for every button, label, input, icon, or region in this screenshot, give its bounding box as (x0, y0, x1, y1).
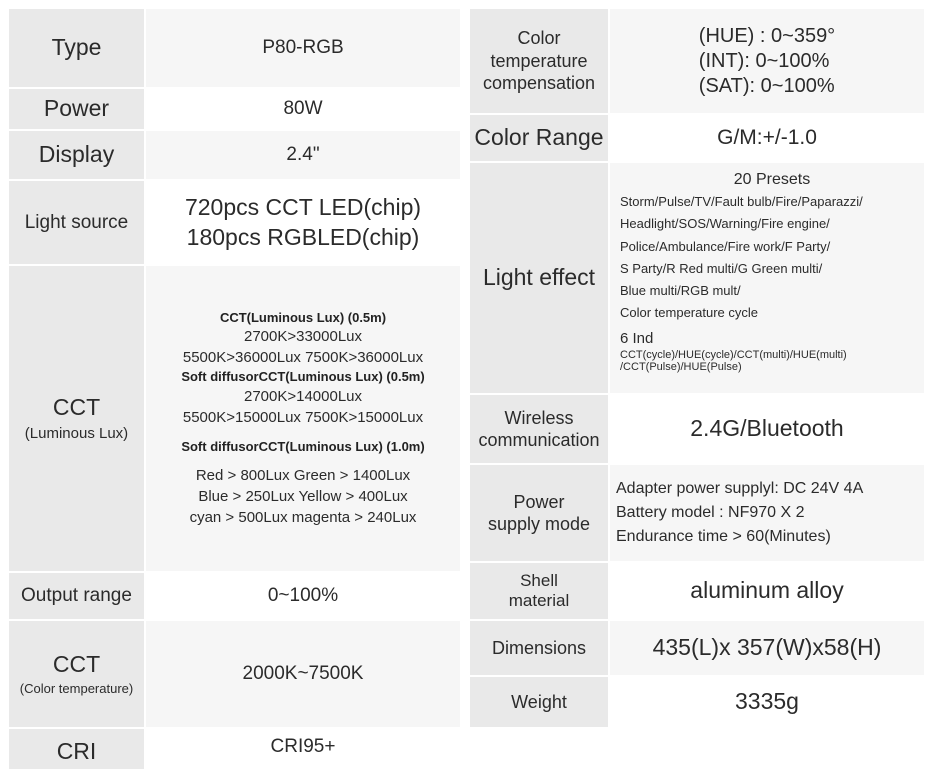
label-output-range: Output range (9, 573, 146, 619)
row-color-comp (470, 9, 924, 115)
row-color-range (470, 115, 924, 163)
shell-label-line: material (508, 591, 570, 610)
cct-temp-label-main: CCT (52, 651, 101, 678)
label-type: Type (9, 9, 146, 87)
label-wireless (470, 395, 610, 463)
row-dimensions (470, 621, 924, 677)
light-source-line: 180pcs RGBLED(chip) (186, 223, 420, 250)
row-display (9, 131, 460, 181)
cct-line: Red > 800Lux Green > 1400Lux (195, 467, 411, 485)
int-line: (INT): 0~100% (698, 49, 830, 72)
cct-heading: Soft diffusorCCT(Luminous Lux) (1.0m) (181, 438, 425, 454)
power-supply-label-line: supply mode (487, 514, 591, 534)
value-weight: 3335g (610, 677, 924, 727)
cct-label-sub: (Luminous Lux) (24, 424, 129, 442)
row-shell (470, 563, 924, 621)
row-cri (9, 729, 460, 771)
power-supply-line: Battery model : NF970 X 2 (616, 504, 805, 521)
power-supply-line: Endurance time > 60(Minutes) (616, 528, 831, 545)
row-output-range (9, 573, 460, 621)
row-weight (470, 677, 924, 729)
light-source-line: 720pcs CCT LED(chip) (184, 193, 422, 220)
value-dimensions: 435(L)x 357(W)x58(H) (610, 621, 924, 675)
color-comp-label-line: temperature (490, 50, 588, 71)
power-supply-label-line: Power (513, 491, 565, 512)
value-color-range: G/M:+/-1.0 (610, 115, 924, 161)
cct-label-main: CCT (52, 394, 101, 421)
ind-title: 6 Ind (620, 329, 654, 347)
label-weight: Weight (470, 677, 610, 727)
label-color-range: Color Range (470, 115, 610, 161)
label-shell (470, 563, 610, 619)
preset-line: S Party/R Red multi/G Green multi/ (620, 260, 823, 276)
label-display: Display (9, 131, 146, 179)
cct-line: 5500K>36000Lux 7500K>36000Lux (182, 349, 424, 367)
value-type: P80-RGB (146, 9, 460, 87)
value-cri: CRI95+ (146, 729, 460, 769)
ind-line: CCT(cycle)/HUE(cycle)/CCT(multi)/HUE(multi) (620, 348, 847, 361)
label-light-effect: Light effect (470, 163, 610, 393)
label-power-supply (470, 465, 610, 561)
label-cct (9, 266, 146, 571)
cct-line: 2700K>33000Lux (243, 328, 363, 346)
preset-line: Headlight/SOS/Warning/Fire engine/ (620, 216, 830, 232)
cct-line: cyan > 500Lux magenta > 240Lux (189, 509, 417, 527)
preset-line: Color temperature cycle (620, 304, 758, 320)
preset-line: Police/Ambulance/Fire work/F Party/ (620, 238, 831, 254)
row-power (9, 89, 460, 131)
label-light-source: Light source (9, 181, 146, 264)
value-light-source (146, 181, 460, 264)
color-comp-label-line: compensation (482, 73, 596, 94)
row-power-supply (470, 465, 924, 563)
cct-temp-label-sub: (Color temperature) (19, 681, 134, 697)
cct-line: 2700K>14000Lux (243, 387, 363, 405)
presets-list (620, 191, 863, 324)
label-color-comp (470, 9, 610, 113)
power-supply-line: Adapter power supplyl: DC 24V 4A (616, 480, 864, 497)
spec-table-left (9, 9, 460, 771)
label-dimensions: Dimensions (470, 621, 610, 675)
value-power-supply (610, 465, 924, 561)
sat-line: (SAT): 0~100% (698, 74, 835, 97)
value-light-effect (610, 163, 924, 393)
value-output-range: 0~100% (146, 573, 460, 619)
wireless-label-line: Wireless (504, 407, 574, 428)
label-cct-temp (9, 621, 146, 727)
cct-heading: Soft diffusorCCT(Luminous Lux) (0.5m) (181, 369, 425, 385)
color-comp-label-line: Color (517, 28, 561, 49)
row-light-effect (470, 163, 924, 395)
wireless-label-line: communication (478, 430, 600, 450)
value-wireless: 2.4G/Bluetooth (610, 395, 924, 463)
hue-line: (HUE) : 0~359° (698, 24, 836, 47)
shell-label-line: Shell (520, 570, 558, 590)
presets-title: 20 Presets (733, 171, 811, 188)
label-cri: CRI (9, 729, 146, 769)
row-cct-temp (9, 621, 460, 729)
value-color-comp (610, 9, 924, 113)
value-display: 2.4" (146, 131, 460, 179)
value-shell: aluminum alloy (610, 563, 924, 619)
row-cct (9, 266, 460, 573)
ind-line: /CCT(Pulse)/HUE(Pulse) (620, 361, 742, 374)
cct-line: Blue > 250Lux Yellow > 400Lux (198, 488, 408, 506)
preset-line: Blue multi/RGB mult/ (620, 282, 741, 298)
cct-heading: CCT(Luminous Lux) (0.5m) (219, 309, 387, 325)
spec-table-right (470, 9, 924, 729)
value-cct (146, 266, 460, 571)
row-wireless (470, 395, 924, 465)
row-light-source (9, 181, 460, 266)
label-power: Power (9, 89, 146, 129)
value-power: 80W (146, 89, 460, 129)
value-cct-temp: 2000K~7500K (146, 621, 460, 727)
row-type (9, 9, 460, 89)
cct-line: 5500K>15000Lux 7500K>15000Lux (182, 408, 424, 426)
preset-line: Storm/Pulse/TV/Fault bulb/Fire/Paparazzi/ (620, 194, 863, 210)
